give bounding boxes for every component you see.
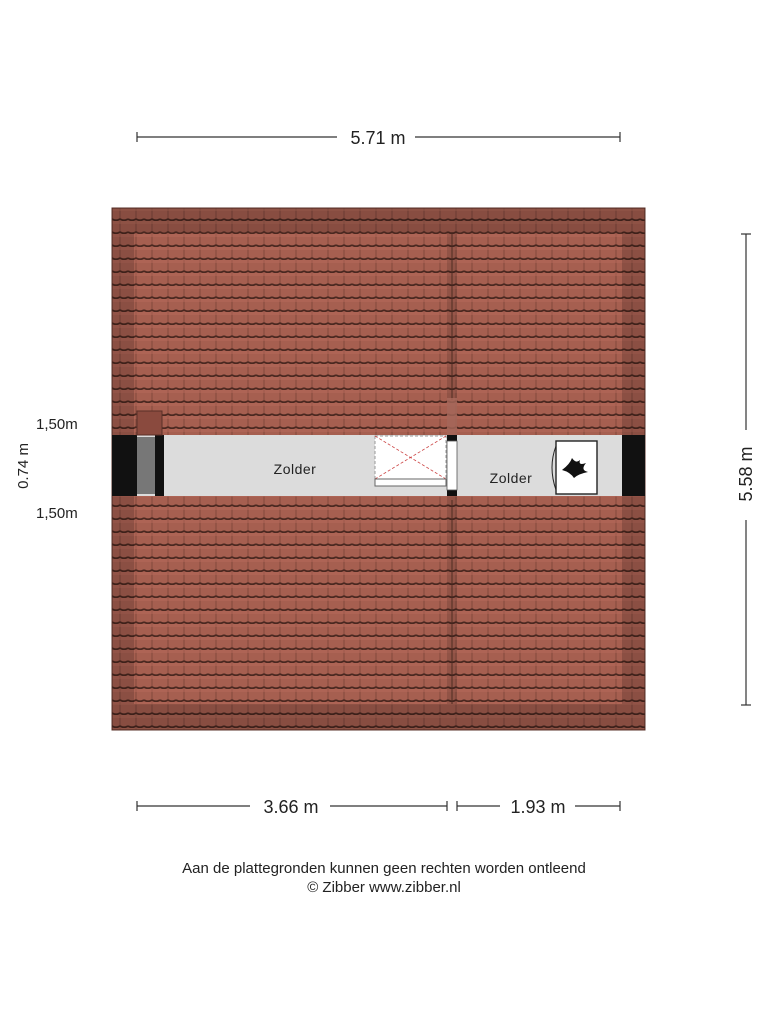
room-label-right: Zolder: [489, 470, 533, 486]
dimension-bottom-left-label: 3.66 m: [263, 797, 319, 817]
dimension-bottom: [137, 797, 620, 817]
dimension-bottom-right-label: 1.93 m: [510, 797, 566, 817]
disclaimer-text: Aan de plattegronden kunnen geen rechten worden ontleend: [182, 860, 586, 877]
left-upper-height-label: 1,50m: [36, 416, 78, 433]
left-lower-height-label: 1,50m: [36, 505, 78, 522]
flame-icon: [552, 441, 597, 494]
dimension-top: [137, 128, 620, 148]
dimension-top-label: 5.71 m: [350, 128, 406, 148]
copyright-text: © Zibber www.zibber.nl: [307, 879, 461, 896]
dimension-right: [736, 234, 756, 705]
room-label-left: Zolder: [273, 461, 317, 477]
left-band-label: 0.74 m: [15, 443, 32, 489]
stairs-icon: [375, 436, 446, 486]
dimension-right-label: 5.58 m: [736, 446, 756, 502]
